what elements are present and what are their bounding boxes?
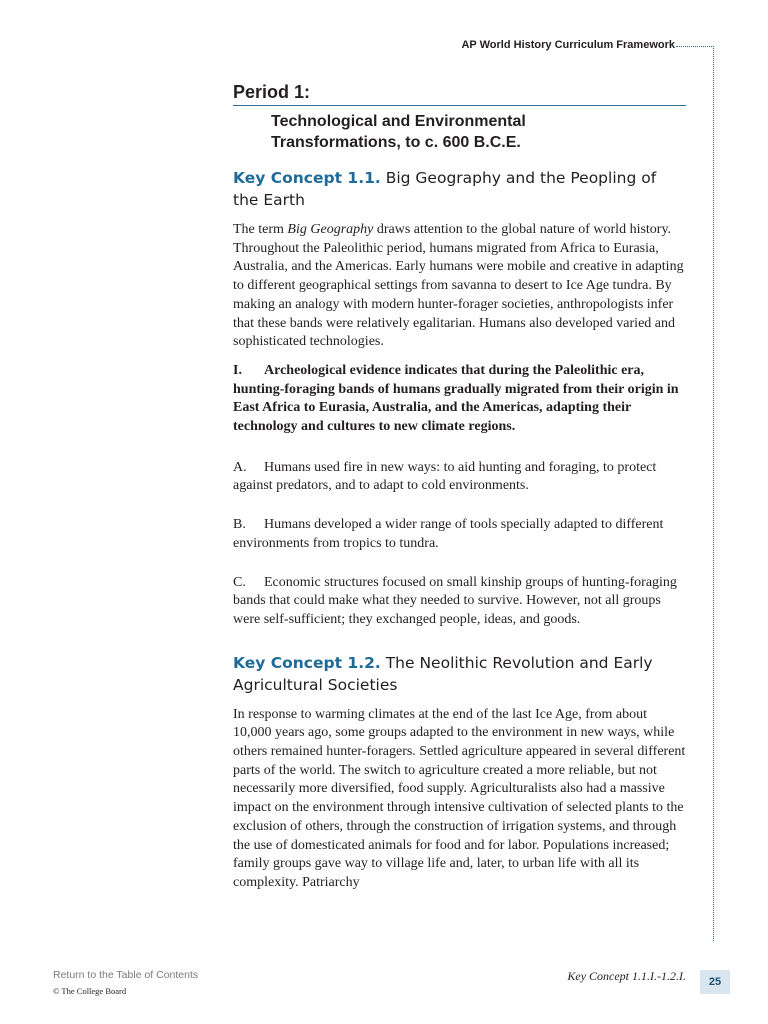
sub-point-a-number: A. — [233, 459, 247, 475]
period-title: Period 1: — [233, 82, 686, 106]
intro-text-start: The term — [233, 222, 288, 237]
period-subtitle — [271, 111, 686, 153]
sub-point-b — [233, 516, 686, 553]
key-concept-1-1-title: Big Geography and the Peopling of the Earth — [233, 169, 657, 209]
running-head-title: AP World History Curriculum Framework — [461, 39, 675, 51]
key-concept-1-1-heading — [233, 167, 686, 211]
point-number: I. — [233, 362, 242, 378]
sub-point-b-text: Humans developed a wider range of tools specially adapted to different environments from tropics to tundra. — [233, 517, 664, 551]
sub-point-a-text: Humans used fire in new ways: to aid hunting and foraging, to protect against predators, and to adapt to cold environments. — [233, 459, 657, 494]
key-concept-1-2-intro: In response to warming climates at the end of the last Ice Age, from about 10,000 years ago, some groups adapted to the environment in new ways, while others remained hunter-foragers. Settled agriculture appeared in several different parts of the world. The switch to agriculture created a more reliable, but not necessarily more diversified, food supply. Agriculturalists also had a massive impact on the environment through intensive cultivation of selected plants to the exclusion of others, through the construction of irrigation systems, and through the use of domesticated animals for food and for labor. Populations increased; family groups gave way to village life and, later, to urban life with all its complexity. Patriarchy — [233, 706, 686, 890]
sub-point-c-text: Economic structures focused on small kinship groups of hunting-foraging bands that could make what they needed to survive. However, not all groups were self-sufficient; they exchanged people, ideas, and goods. — [233, 574, 677, 627]
footer-copyright: © The College Board — [53, 986, 127, 996]
margin-dotted-rule — [713, 46, 714, 941]
key-concept-1-1-label: Key Concept 1.1. — [233, 169, 381, 187]
sub-point-b-number: B. — [233, 517, 246, 533]
key-concept-1-2-heading — [233, 652, 686, 696]
footer-toc[interactable] — [53, 969, 198, 981]
intro-text-rest: draws attention to the global nature of world history. Throughout the Paleolithic period, humans migrated from Africa to Eurasia, Australia, and the Americas. Early humans were mobile and creative in adapting to different geographical settings from savanna to desert to Ice Age tundra. By making an analogy with modern hunter-forager societies, anthropologists infer that these bands were relatively egalitarian. Humans also developed varied and sophisticated technologies. — [233, 222, 684, 350]
point-text: Archeological evidence indicates that during the Paleolithic era, hunting-foraging bands of humans gradually migrated from their origin in East Africa to Eurasia, Australia, and the Americas, adapting their technology and cultures to new climate regions. — [233, 362, 679, 435]
page-number-badge: 25 — [700, 970, 730, 994]
sub-point-c-number: C. — [233, 574, 246, 590]
sub-point-c — [233, 574, 686, 630]
table-of-contents-link[interactable]: Return to the Table of Contents — [53, 969, 199, 981]
key-concept-1-2-title: The Neolithic Revolution and Early Agricultural Societies — [233, 653, 653, 694]
period-subtitle-line-1: Technological and Environmental — [271, 113, 526, 130]
key-concept-1-1-point-i — [233, 362, 686, 437]
intro-emphasis: Big Geography — [287, 222, 374, 237]
period-subtitle-line-2: Transformations, to c. 600 B.C.E. — [271, 134, 521, 151]
header-dotted-rule — [676, 46, 714, 47]
page-content — [233, 82, 686, 893]
sub-point-a — [233, 459, 686, 496]
key-concept-1-1-intro — [233, 221, 686, 352]
footer-concept-range: Key Concept 1.1.I.-1.2.I. — [567, 969, 686, 983]
key-concept-1-2-label: Key Concept 1.2. — [233, 653, 381, 672]
